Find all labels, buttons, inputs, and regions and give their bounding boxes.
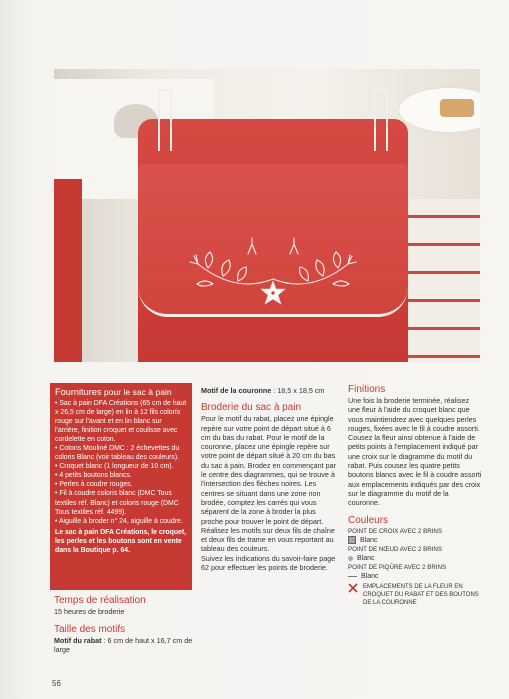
temps-block [54,595,194,616]
taille-block: Taille des motifs Motif du rabat : 6 cm de haut x 16,7 cm de large [54,624,193,655]
cross-stitch-symbol-icon [348,536,356,544]
middle-column [201,386,337,572]
couleurs-title: Couleurs [348,514,389,526]
taille-title: Taille des motifs [54,624,126,635]
cross-mark-icon [348,583,358,593]
temps-title: Temps de réalisation [54,595,146,606]
biscuit [440,99,474,117]
couronne-size: Motif de la couronne : 18,5 x 18,5 cm [201,386,325,395]
fournitures-item: • Croquet blanc (1 longueur de 10 cm). [55,463,174,471]
french-knot-symbol-icon [348,556,353,561]
fournitures-box [50,383,192,590]
croquet-flower [258,279,288,307]
fournitures-item: • Sac à pain DFA Créations (65 cm de haut x 26,5 cm de large) en lin à 12 fils colorís rouge sur l'avant et en lin blanc sur l'arrière, finition croquet et coulisse avec cordelette en coton. [55,400,187,444]
fournitures-item: • Perles à coudre rouges. [55,481,133,489]
right-column: Finitions Une fois la broderie terminée, réalisez une fleur à l'aide du croquet blanc que vous maintiendrez avec quelques perles rouges, fixées avec le fil à coudre assorti. Cousez la fleur ainsi obtenue à l'aide de petits points à l'emplacement indiqué par une croix sur le diagramme du motif du rabat. Puis cousez les quatre petits boutons blancs avec le fil à coudre assorti aux emplacements indiqués par des croix sur le diagramme du motif de la couronne. Couleurs POINT DE CROIX AVEC 2 BRINS Blanc POINT DE NŒUD AVEC 2 BRINS Blanc POINT DE PIQÛRE AVEC 2 BRINS Blanc EMPLACEMENTS DE LA FLEUR EN CROQUET DU RABAT ET DES BOUTONS DE LA COURONNE [348,384,482,606]
broderie-text: Pour le motif du rabat, placez une épingle repère sur votre point de départ situé à 6 cm du bas du rabat. Pour le motif de la couronne, placez une épingle repère sur votre point de départ situé à 20 cm du bas du sac à pain. Brodez en commençant par le centre des diagrammes, qui se trouve à l'intersection des flèches noires. Les centres se situant dans une zone non brodée, comptez les carrés qui vous séparent de la zone à broder la plus proche pour trouver le point de départ. Réalisez les motifs sur deux fils de chaîne et deux fils de trame en vous reportant au tableau des couleurs. [201,414,337,554]
fournitures-title: Fournitures pour le sac à pain [55,387,172,397]
finitions-title: Finitions [348,384,386,395]
broderie-title: Broderie du sac à pain [201,402,302,414]
legend-croix: POINT DE CROIX AVEC 2 BRINS [348,527,442,535]
fournitures-item: • Cotons Mouliné DMC : 2 échevettes du coloris Blanc (voir tableau des couleurs). [55,445,180,462]
fournitures-boutique: Le sac à pain DFA Créations, le croquet, les perles et les boutons sont en vente dans la Boutique p. 64. [55,528,187,554]
bread-bag-photo [54,69,480,362]
bag-flap [138,164,408,317]
temps-text: 15 heures de broderie [54,607,125,616]
fournitures-item: • Aiguille à broder n° 24, aiguille à coudre. [55,517,183,525]
red-bread-bag [138,119,408,362]
backstitch-symbol-icon [348,576,357,577]
broderie-savoir-faire: Suivez les indications du savoir-faire page 62 pour effectuer les points de broderie. [201,553,336,573]
legend-emplacements: EMPLACEMENTS DE LA FLEUR EN CROQUET DU RABAT ET DES BOUTONS DE LA COURONNE [363,583,479,606]
fournitures-item: • Fil à coudre coloris blanc (DMC Tous textiles réf. Blanc) et coloris rouge (DMC Tous textiles réf. 4499). [55,490,179,516]
legend-noeud: POINT DE NŒUD AVEC 2 BRINS [348,545,442,553]
page-number: 56 [52,679,61,688]
legend-piquee: POINT DE PIQÛRE AVEC 2 BRINS [348,563,447,571]
fournitures-item: • 4 petits boutons blancs. [55,472,132,480]
finitions-text: Une fois la broderie terminée, réalisez une fleur à l'aide du croquet blanc que vous maintiendrez avec quelques perles rouges, fixées avec le fil à coudre assorti. Cousez la fleur ainsi obtenue à l'aide de petits points à l'emplacement indiqué par une croix sur le diagramme du motif du rabat. Puis cousez les quatre petits boutons blancs avec le fil à coudre assorti aux emplacements indiqués par des croix sur le diagramme du motif de la couronne. [348,396,482,508]
